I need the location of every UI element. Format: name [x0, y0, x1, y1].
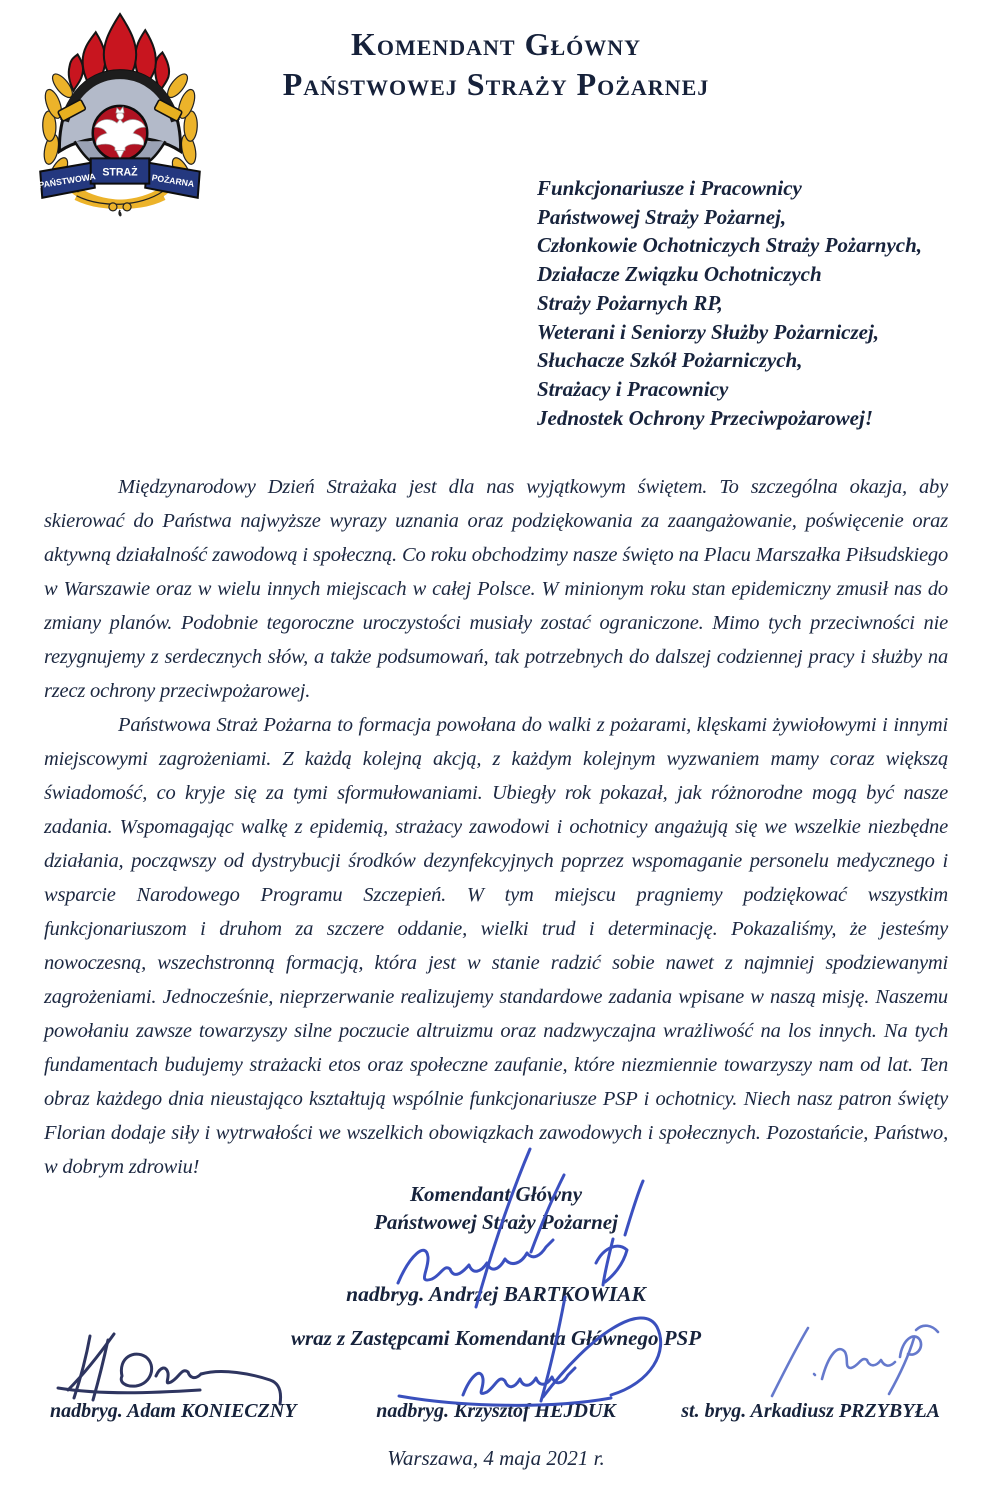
- deputies-intro: wraz z Zastępcami Komendanta Głównego PSP: [290, 1326, 702, 1350]
- letterhead-title-line2: Państwowej Straży Pożarnej: [282, 66, 710, 102]
- addressee-line: Słuchacze Szkół Pożarniczych,: [537, 348, 803, 373]
- body-paragraph-1: Międzynarodowy Dzień Strażaka jest dla nas wyjątkowym świętem. To szczególna okazja, aby skierować do Państwa najwyższe wyrazy uznania oraz podziękowania za zaangażowanie, poświęcenie oraz aktywną działalność zawodową i społeczną. Co roku obchodzimy nasze święto na Placu Marszałka Piłsudskiego w Warszawie oraz w wielu innych miejscach w całej Polsce. W minionym roku stan epidemiczny zmusił nas do zmiany planów. Podobnie tegoroczne uroczystości musiały zostać ograniczone. Mimo tych przeciwności nie rezygnujemy z serdecznych słów, a także podsumowań, tak potrzebnych do dalszej codziennej pracy i służby na rzecz ochrony przeciwpożarowej.: [44, 476, 948, 702]
- addressee-line: Członkowie Ochotniczych Straży Pożarnych,: [537, 233, 923, 258]
- closing-title-line2: Państwowej Straży Pożarnej: [374, 1210, 618, 1234]
- wreath-bottom: [73, 188, 168, 216]
- closing-title-line1: Komendant Główny: [409, 1182, 583, 1206]
- letter-body: [44, 470, 948, 1184]
- deputy-name-hejduk: nadbryg. Krzysztof HEJDUK: [376, 1400, 616, 1422]
- deputy-name-przybyla: st. bryg. Arkadiusz PRZYBYŁA: [681, 1400, 940, 1422]
- banner-text-right: POŻARNA: [151, 172, 195, 189]
- letterhead-title: [0, 24, 992, 104]
- signer-name-bartkowiak: nadbryg. Andrzej BARTKOWIAK: [346, 1282, 646, 1306]
- addressee-line: Straży Pożarnych RP,: [537, 290, 723, 315]
- addressee-line: Strażacy i Pracownicy: [537, 376, 729, 401]
- addressee-line: Jednostek Ochrony Przeciwpożarowej!: [537, 405, 873, 430]
- date-line: Warszawa, 4 maja 2021 r.: [387, 1446, 605, 1470]
- letterhead-title-line1: Komendant Główny: [350, 26, 642, 62]
- eagle-disc: [93, 106, 148, 161]
- deputy-name-konieczny: nadbryg. Adam KONIECZNY: [50, 1400, 297, 1422]
- addressee-line: Państwowej Straży Pożarnej,: [537, 204, 787, 229]
- banner-text-left: PAŃSTWOWA: [37, 171, 97, 191]
- addressee-line: Funkcjonariusze i Pracownicy: [537, 176, 802, 200]
- addressee-line: Działacze Związku Ochotniczych: [537, 262, 822, 287]
- closing-title: [0, 1180, 992, 1236]
- addressee-line: Weterani i Seniorzy Służby Pożarniczej,: [537, 319, 880, 344]
- banner-text-center: STRAŻ: [102, 166, 138, 179]
- body-paragraph-2: Państwowa Straż Pożarna to formacja powołana do walki z pożarami, klęskami żywiołowymi i innymi miejscowymi zagrożeniami. Z każdą kolejną akcją, z każdym kolejnym wyzwaniem mamy coraz większą świadomość, co kryje się za tymi sformułowaniami. Ubiegły rok pokazał, jak różnorodne mogą być nasze zadania. Wspomagając walkę z epidemią, strażacy zawodowi i ochotnicy angażują się we wszelkie niezbędne działania, począwszy od dystrybucji środków dezynfekcyjnych poprzez wspomaganie personelu medycznego i wsparcie Narodowego Programu Szczepień. W tym miejscu pragniemy podziękować wszystkim funkcjonariuszom i druhom za szczere oddanie, wielki trud i determinację. Pokazaliśmy, że jesteśmy nowoczesną, wszechstronną formacją, która jest w stanie radzić sobie nawet z najmniej spodziewanymi zagrożeniami. Jednocześnie, nieprzerwanie realizujemy standardowe zadania wpisane w naszą misję. Naszemu powołaniu zawsze towarzyszy silne poczucie altruizmu oraz nadzwyczajna wrażliwość na los innych. Na tych fundamentach budujemy strażacki etos oraz społeczne zaufanie, które niezmiennie towarzyszy nam od lat. Ten obraz każdego dnia nieustająco kształtują wspólnie funkcjonariusze PSP i ochotnicy. Niech nasz patron święty Florian dodaje siły i wytrwałości we wszelkich obowiązkach zawodowych i społecznych. Pozostańcie, Państwo, w dobrym zdrowiu!: [44, 714, 948, 1178]
- addressee-block: [537, 174, 967, 432]
